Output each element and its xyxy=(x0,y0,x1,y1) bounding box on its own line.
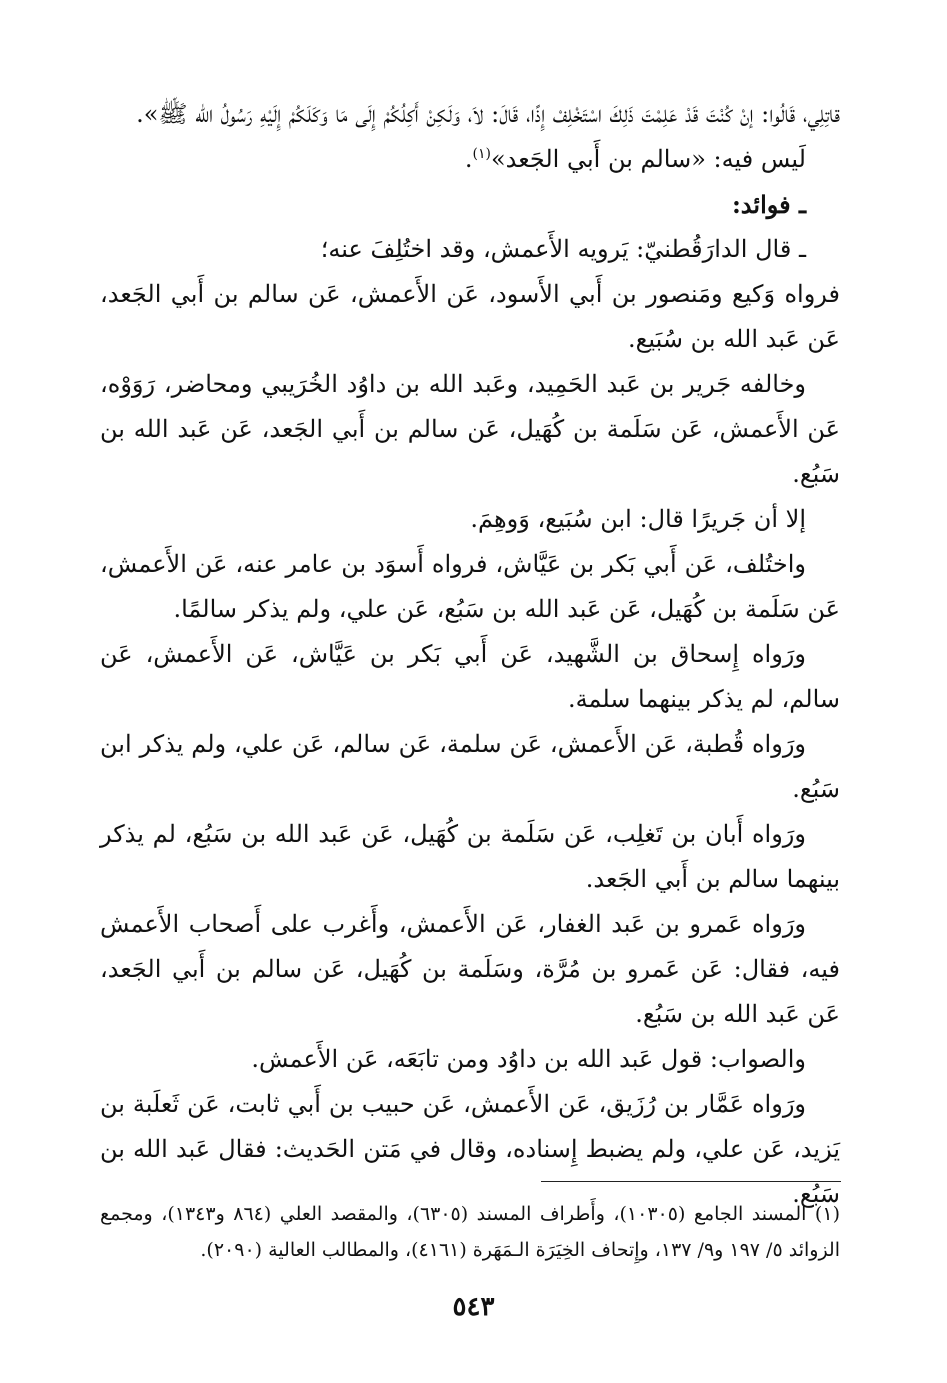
page-number: ٥٤٣ xyxy=(452,1292,495,1322)
paragraph: واختُلف، عَن أَبي بَكر بن عَيَّاش، فرواه أَسوَد بن عامر عنه، عَن الأَعمش، عَن سَلَمة بن كُهَيل، عَن عَبد الله بن سَبُع، عَن علي، ولم يذكر سالمًا. xyxy=(100,550,840,623)
paragraph: ـ قال الدارَقُطنيّ: يَرويه الأَعمش، وقد اختُلِفَ عنه؛ xyxy=(320,235,806,263)
paragraph-text: لَيس فيه: «سالم بن أَبي الجَعد» xyxy=(491,145,806,173)
paragraph: ورَواه قُطبة، عَن الأَعمش، عَن سلمة، عَن سالم، عَن علي، ولم يذكر ابن سَبُع. xyxy=(100,730,840,803)
paragraph: قاتِلِي، قَالُوا: إنْ كُنْتَ قَدْ عَلِمْتَ ذَلِكَ اسْتَخْلِفْ إِذًا، قَالَ: لاَ، وَلَكِنْ أَكِلُكُمْ إِلَى مَا وَكَلَكُمْ إِلَيْهِ رَسُولُ الله ﷺ». xyxy=(136,100,840,128)
paragraph: وخالفه جَرير بن عَبد الحَمِيد، وعَبد الله بن داوُد الخُرَيبي ومحاضر، رَوَوْه، عَن الأَعمش، عَن سَلَمة بن كُهَيل، عَن سالم بن أَبي الجَعد، عَن عَبد الله بن سَبُع. xyxy=(100,370,840,488)
paragraph: والصواب: قول عَبد الله بن داوُد ومن تابَعَه، عَن الأَعمش. xyxy=(251,1045,806,1073)
footnote-separator xyxy=(541,1181,841,1182)
paragraph xyxy=(100,137,840,182)
main-text xyxy=(100,92,840,1217)
paragraph: فرواه وَكيع ومَنصور بن أَبي الأَسود، عَن الأَعمش، عَن سالم بن أَبي الجَعد، عَن عَبد الله بن سُبَيع. xyxy=(100,280,840,353)
footnote-reference[interactable]: (١) xyxy=(472,146,491,162)
footnotes xyxy=(100,1196,840,1268)
paragraph: ورَواه عَمَّار بن رُزَيق، عَن الأَعمش، عَن حبيب بن أَبي ثابت، عَن ثَعلَبة بن يَزيد، عَن علي، ولم يضبط إِسناده، وقال في مَتن الحَديث: فقال عَبد الله بن سَبُع. xyxy=(100,1090,841,1208)
paragraph-tail: . xyxy=(464,145,473,173)
paragraph: ورَواه عَمرو بن عَبد الغفار، عَن الأَعمش، وأَغرب على أَصحاب الأَعمش فيه، فقال: عَن عَمرو بن مُرَّة، وسَلَمة بن كُهَيل، عَن سالم بن أَبي الجَعد، عَن عَبد الله بن سَبُع. xyxy=(100,910,840,1028)
paragraph: إلا أن جَريرًا قال: ابن سُبَيع، وَوهِمَ. xyxy=(470,505,806,533)
paragraph: ورَواه إِسحاق بن الشَّهيد، عَن أَبي بَكر بن عَيَّاش، عَن الأَعمش، عَن سالم، لم يذكر بينهما سلمة. xyxy=(100,640,840,713)
footnote: (١) المسند الجامع (١٠٣٠٥)، وأَطراف المسند (٦٣٠٥)، والمقصد العلي (٨٦٤ و١٣٤٣)، ومجمع الزوائد ٥/ ١٩٧ و٩/ ١٣٧، وإِتحاف الخِيَرَة الـمَهَرة (٤١٦١)، والمطالب العالية (٢٠٩٠). xyxy=(100,1203,840,1261)
paragraph: ورَواه أَبان بن تَغلِب، عَن سَلَمة بن كُهَيل، عَن عَبد الله بن سَبُع، لم يذكر بينهما سالم بن أَبي الجَعد. xyxy=(100,820,840,893)
section-heading: ـ فوائد: xyxy=(731,190,806,219)
